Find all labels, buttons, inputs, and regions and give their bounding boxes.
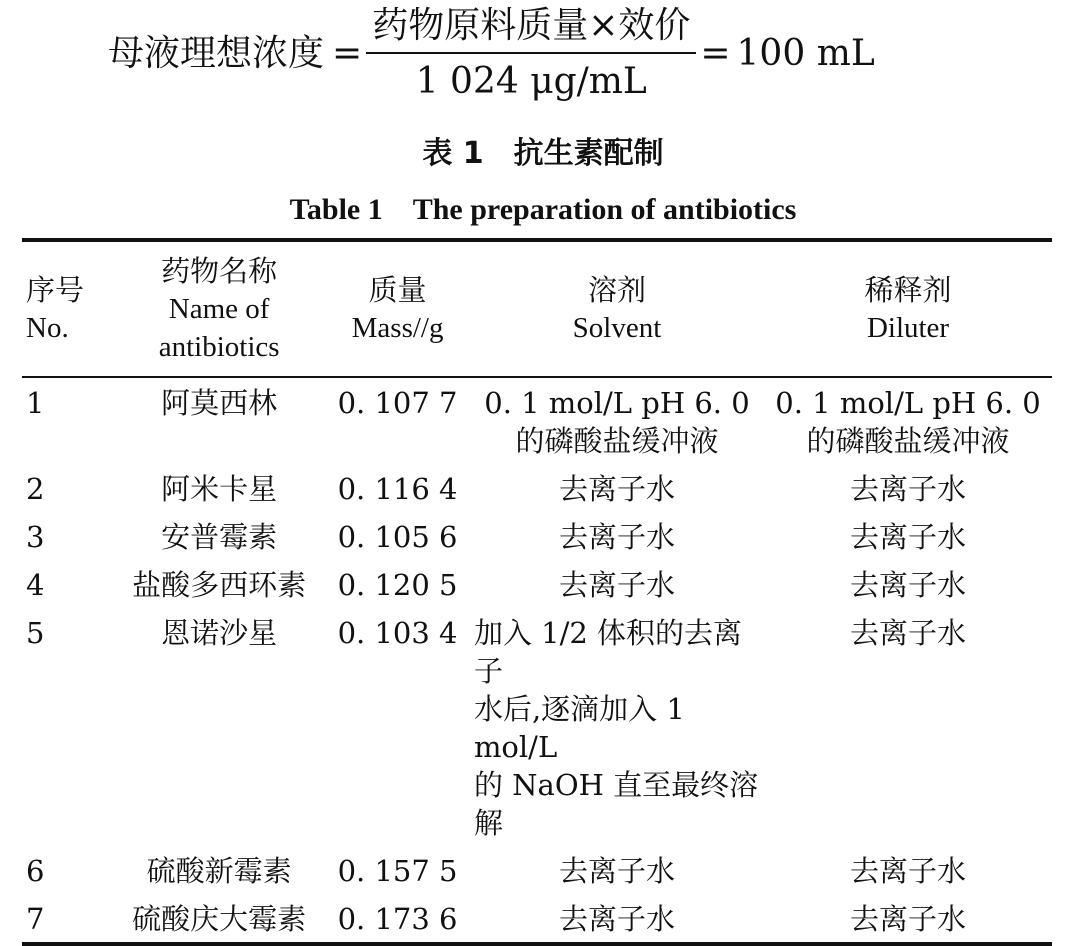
cell-no: 3 <box>26 520 45 554</box>
formula-denominator: 1 024 μg/mL <box>415 61 647 102</box>
header-diluter <box>764 240 1052 377</box>
cell-mass: 0. 116 4 <box>337 472 458 506</box>
cell-solvent-line: 水后,逐滴加入 1 mol/L <box>473 692 685 764</box>
cell-no: 6 <box>26 854 45 888</box>
cell-name: 硫酸新霉素 <box>146 854 292 888</box>
cell-mass: 0. 105 6 <box>337 520 458 554</box>
cell-solvent: 去离子水 <box>558 568 675 602</box>
cell-solvent: 去离子水 <box>558 854 675 888</box>
header-solvent-cn: 溶剂 <box>587 273 646 307</box>
table-row <box>22 377 1052 464</box>
cell-solvent-line: 加入 1/2 体积的去离子 <box>473 616 743 688</box>
cell-name: 盐酸多西环素 <box>132 568 307 602</box>
formula-fraction <box>366 5 696 102</box>
cell-mass: 0. 120 5 <box>337 568 458 602</box>
cell-diluter: 去离子水 <box>850 854 967 888</box>
header-no <box>22 240 113 377</box>
cell-name: 阿莫西林 <box>161 386 278 420</box>
table-caption-en: Table 1 The preparation of antibiotics <box>289 193 797 226</box>
header-diluter-en: Diluter <box>866 312 950 344</box>
formula-numerator: 药物原料质量×效价 <box>366 8 696 54</box>
table-row <box>22 608 1052 846</box>
cell-name: 安普霉素 <box>161 520 278 554</box>
cell-solvent: 去离子水 <box>470 894 764 944</box>
cell-diluter: 去离子水 <box>850 472 967 506</box>
header-name-en-2: antibiotics <box>158 331 280 363</box>
cell-solvent-line: 的 NaOH 直至最终溶解 <box>473 768 759 840</box>
cell-no: 7 <box>22 894 113 944</box>
formula <box>108 5 875 102</box>
header-name-en-1: Name of <box>168 293 270 325</box>
cell-mass: 0. 107 7 <box>337 386 458 420</box>
cell-diluter: 去离子水 <box>850 520 967 554</box>
cell-solvent-line: 的磷酸盐缓冲液 <box>515 424 719 458</box>
formula-rhs: 100 mL <box>736 33 875 74</box>
cell-name: 恩诺沙星 <box>161 616 278 650</box>
header-name <box>113 240 325 377</box>
cell-name: 阿米卡星 <box>161 472 278 506</box>
antibiotics-table <box>22 238 1052 946</box>
cell-no: 4 <box>26 568 45 602</box>
table-row <box>22 846 1052 894</box>
table-caption-cn: 表 1 抗生素配制 <box>422 136 664 171</box>
cell-name: 硫酸庆大霉素 <box>113 894 325 944</box>
table-header-row <box>22 240 1052 377</box>
cell-no: 2 <box>26 472 45 506</box>
table-row <box>22 464 1052 512</box>
header-name-cn: 药物名称 <box>161 254 278 288</box>
formula-equals: = <box>332 33 363 74</box>
cell-diluter: 去离子水 <box>764 894 1052 944</box>
cell-solvent-line: 0. 1 mol/L pH 6. 0 <box>484 386 750 420</box>
cell-mass: 0. 173 6 <box>325 894 470 944</box>
header-mass-cn: 质量 <box>368 273 427 307</box>
table-row <box>22 512 1052 560</box>
cell-mass: 0. 157 5 <box>337 854 458 888</box>
table-row <box>22 894 1052 944</box>
cell-diluter-line: 的磷酸盐缓冲液 <box>806 424 1010 458</box>
cell-no: 5 <box>26 616 45 650</box>
header-no-en: No. <box>26 312 69 344</box>
formula-lhs: 母液理想浓度 <box>108 33 325 74</box>
header-mass <box>325 240 470 377</box>
cell-solvent: 去离子水 <box>558 472 675 506</box>
cell-diluter: 去离子水 <box>850 568 967 602</box>
header-solvent-en: Solvent <box>572 312 662 344</box>
cell-diluter: 去离子水 <box>850 616 967 650</box>
header-solvent <box>470 240 764 377</box>
cell-solvent: 去离子水 <box>558 520 675 554</box>
formula-equals-2: = <box>700 33 731 74</box>
cell-solvent <box>470 377 764 464</box>
cell-mass: 0. 103 4 <box>337 616 458 650</box>
cell-no: 1 <box>26 386 45 420</box>
cell-diluter <box>764 377 1052 464</box>
table-row <box>22 560 1052 608</box>
header-diluter-cn: 稀释剂 <box>864 273 952 307</box>
header-no-cn: 序号 <box>26 273 85 307</box>
cell-solvent <box>470 608 764 846</box>
header-mass-en: Mass//g <box>351 312 444 344</box>
cell-diluter-line: 0. 1 mol/L pH 6. 0 <box>775 386 1041 420</box>
